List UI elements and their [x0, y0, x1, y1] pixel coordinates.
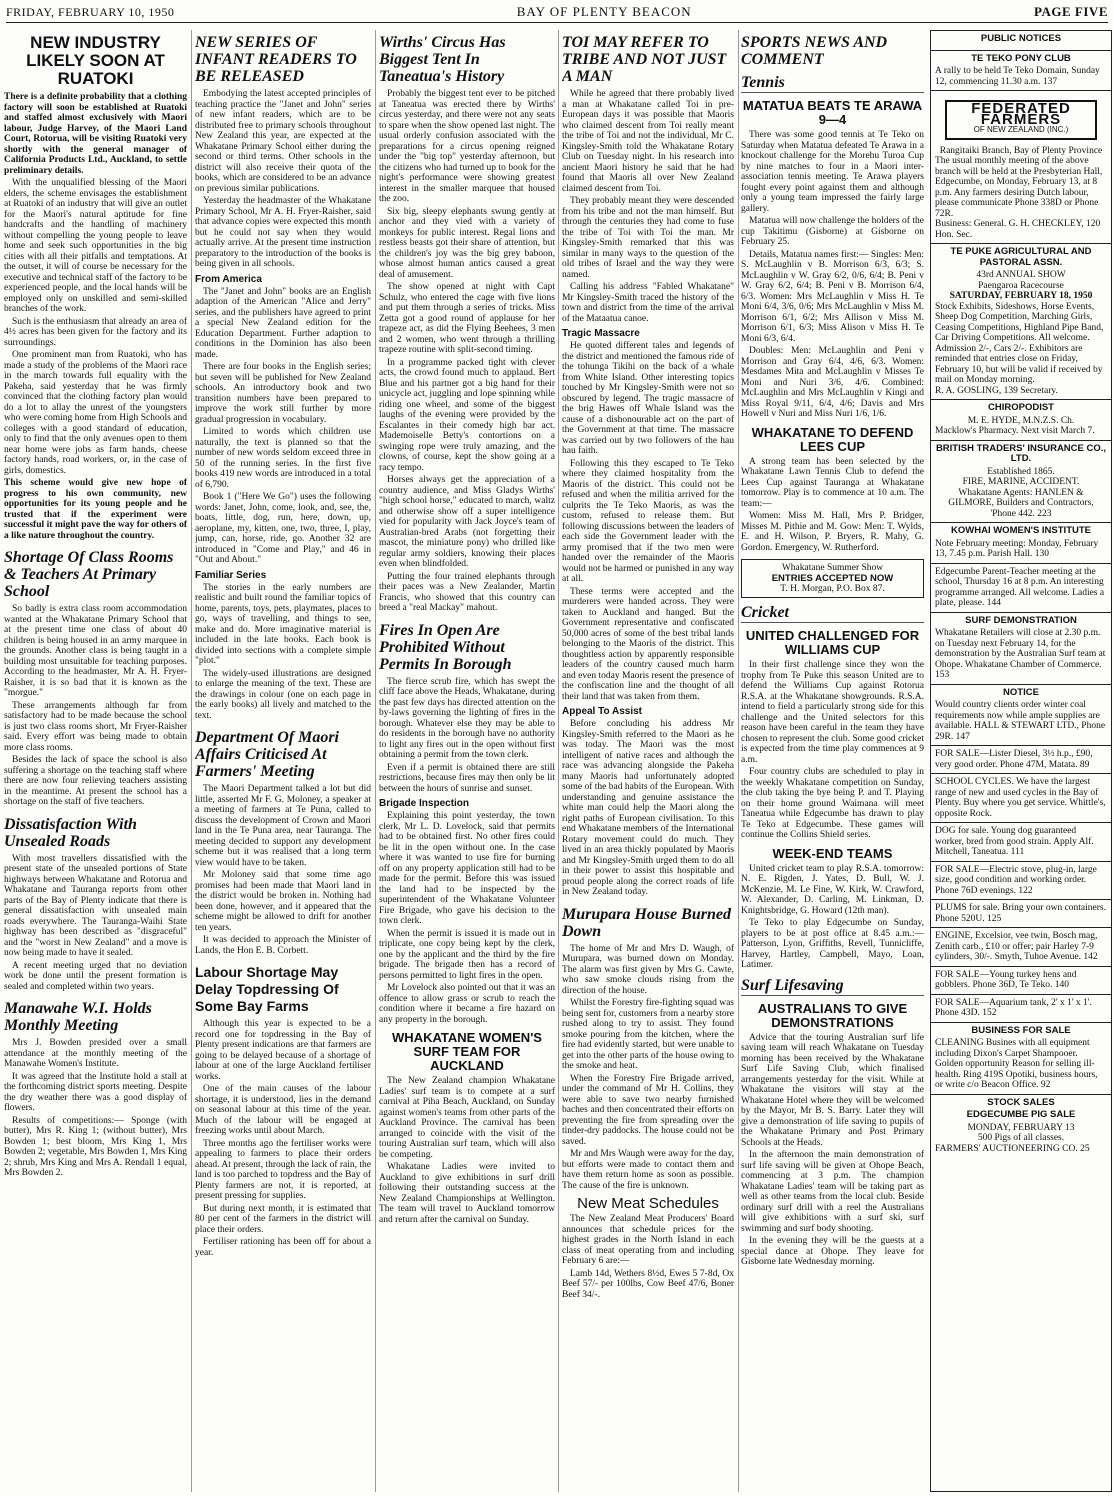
notice-text: Note February meeting: Monday, February 13, 7.45 p.m. Parish Hall. 130: [935, 538, 1099, 559]
article-lede: This scheme would give new hope of progress to his own community, new opportunities for its young people and he trusted that if the experiment were successful it might pave the way for others of a like nature throughout the country.: [4, 478, 187, 541]
headline-toi-tribe: TOI MAY REFER TO TRIBE AND NOT JUST A MAN: [562, 34, 727, 85]
notice-text: The usual monthly meeting of the above branch will be held at the Presbyterian Hall, Edgecumbe, on Monday, February 13, at 8 p.m. Any farmers desiring Dutch labour, please communicate Phone 338D or Phone 72R.: [935, 156, 1103, 219]
subheading: From America: [195, 273, 262, 285]
subheading: Tragic Massacre: [562, 328, 640, 339]
ad-text: FOR SALE—Lister Diesel, 3½ h.p., £90, very good order. Phone 47M, Matata. 89: [935, 749, 1093, 770]
article-paragraph: Embodying the latest accepted principles of teaching practice the "Janet and John" series of new infant readers, which are to be distributed free to primary schools throughout New Zealand this year, are expected at the Whakatane Primary School either during the second or third terms. Other schools in the district will also receive their quota of the books, which are considered to be an advance on previous similar publications.: [195, 89, 371, 194]
notice-text: A rally to be held Te Teko Domain, Sunday 12, commencing 11.30 a.m. 137: [935, 66, 1100, 87]
notice-text: R. A. GOSLING, 139 Secretary.: [935, 385, 1058, 396]
notice-pony-club: [931, 51, 1111, 92]
headline-infant-readers: NEW SERIES OF INFANT READERS TO BE RELEASED: [195, 34, 357, 85]
article-paragraph: Such is the enthusiasm that already an area of 4½ acres has been given for the factory and its surroundings.: [4, 316, 187, 348]
notice-text: Stock Exhibits, Sideshows, Horse Events, Sheep Dog Competition, Marching Girls, Ceasing Competitions, Highland Pipe Band, Car Driving Competitions. All welcome.: [935, 301, 1104, 343]
notice-heading: NOTICE: [1003, 686, 1039, 698]
article-paragraph: In their first challenge since they won the trophy from Te Puke this season United are to defend the Williams Cup against Rotorua R.S.A. at the Whakatane showgrounds. R.S.A. intend to field a particularly strong side for this challenge and the United selectors for this reason have been careful in the team they have chosen to represent the club. Some good cricket is expected from the time play commences at 9 a.m.: [741, 660, 924, 765]
article-paragraph: These terms were accepted and the murderers were handed across. They were taken to Auckland and hanged. But the Government representative and confiscated 50,000 acres of some of the best tribal lands belonging to the Maoris of the district. This thoughtless action by apparently responsible leaders of the country caused much harm and even today Maoris resent the presence of the confiscation line and the thought of all their land that was taken from them.: [562, 586, 734, 702]
headline-lees-cup: WHAKATANE TO DEFEND LEES CUP: [751, 424, 914, 454]
article-paragraph: Calling his address "Fabled Whakatane" Mr Kingsley-Smith traced the history of the town and district from the time of the arrival of the Mataatua canoe.: [562, 282, 734, 324]
stock-sales: [931, 1095, 1111, 1158]
article-paragraph: It was agreed that the Institute hold a stall at the forthcoming district sports meeting. Despite the dry weather there was a good display of flowers.: [4, 1071, 187, 1113]
page-number: PAGE FIVE: [1034, 4, 1108, 19]
article-paragraph: But during next month, it is estimated that 80 per cent of the farmers in the district will place their orders.: [195, 1203, 371, 1235]
headline-manawahe-wi: Manawahe W.I. Holds Monthly Meeting: [4, 1000, 152, 1034]
article-paragraph: Lamb 14d, Wethers 8½d, Ewes 5 7-8d, Ox Beef 57/- per 100lbs, Cow Beef 47/6, Boner Beef 34/-.: [562, 1268, 734, 1300]
column-1: [4, 30, 187, 1492]
article-paragraph: One of the main causes of the labour shortage, it is understood, lies in the demand on seasonal labour at this time of the year. Much of the labour will be engaged at freezing works until about March.: [195, 1084, 371, 1136]
notice-text: Business: General. G. H. CHECKLEY, 120 Hon. Sec.: [935, 219, 1101, 240]
notice-parent-teacher: [931, 564, 1111, 613]
article-paragraph: These arrangements although far from satisfactory had to be made because the school is just two class rooms short, Mr Fryer-Raisher said. Every effort was being made to obtain more class rooms.: [4, 700, 187, 753]
article-paragraph: With most travellers dissatisfied with the present state of the unsealed portions of State highways between Whakatane and Rotorua and Whakatane and Tauranga reports from other parts of the Bay of Plenty indicate that there is general dissatisfaction with unsealed main roads everywhere. The Tauranga-Waihi State highway has been described as "disgraceful" and the "worst in New Zealand" and a move is now being made to have it sealed.: [4, 853, 187, 958]
article-paragraph: Putting the four trained elephants through their paces was a New Zealander, Martin Francis, who showed that this country can breed a "real Mackay" mahout.: [379, 571, 555, 613]
summer-show-contact: T. H. Morgan, P.O. Box 87.: [780, 584, 885, 594]
notice-text: FARMERS' AUCTIONEERING CO. 25: [935, 1143, 1090, 1154]
federated-farmers-logo: [945, 100, 1097, 140]
article-paragraph: Fertiliser rationing has been off for about a year.: [195, 1237, 371, 1258]
article-paragraph: Besides the lack of space the school is also suffering a shortage on the teaching staff where there are now four relieving teachers assisting in the meantime. At present the school has a shortage on the staff of five teachers.: [4, 755, 187, 807]
article-paragraph: In the evening they will be the guests at a special dance at Ohope. They leave for Gisborne late Wednesday morning.: [741, 1236, 924, 1267]
notice-surf-demonstration: [931, 613, 1111, 685]
classified-ad: [931, 774, 1111, 823]
article-paragraph: Limited to words which children use naturally, the text is planned so that the number of new words seldom exceed three in 50 of the running series. In the first five books 419 new words are introduced in a total of 6,790.: [195, 427, 371, 490]
notice-subheading: EDGECUMBE PIG SALE: [966, 1109, 1076, 1120]
ad-text: CLEANING Busines with all equipment including Dixon's Carpet Shampooer. Golden opportunity Reason for selling ill-health. Ring 419S Opotiki, business hours, or write c/o Beacon Office. 92: [935, 1038, 1098, 1090]
notice-text: Rangitaiki Branch, Bay of Plenty Province: [939, 145, 1103, 156]
notice-text: Established 1865.: [987, 466, 1055, 477]
notice-heading: KOWHAI WOMEN'S INSTITUTE: [951, 525, 1091, 536]
headline-sports-news: SPORTS NEWS AND COMMENT: [741, 34, 888, 68]
article-paragraph: Probably the biggest tent ever to be pitched at Taneatua was erected there by Wirths' circus yesterday, and there were not any seats to spare when the show opened last night. The usual orderly confusion associated with the preparations for a circus opening reigned under the "big top" yesterday afternoon, but the citizens who had turned up to book for the night's performance were showing greatest interest in the smaller marquee that housed the zoo.: [379, 89, 555, 204]
article-paragraph: Results of competitions:— Sponge (with butter), Mrs R. King 1; (without butter), Mrs Bowden 1; best bloom, Mrs King 1, Mrs Bowden 2; vegetable, Mrs Bowden 1, Mrs King 2; shrub, Mrs King and Mrs A. Rendall 1 equal, Mrs Bowden 2.: [4, 1115, 187, 1178]
notice-text: Whakatane Agents: HANLEN & GILMORE, Builders and Contractors, 'Phone 442. 223: [948, 487, 1094, 519]
classified-ad: [931, 823, 1111, 862]
headline-wirths-circus: Wirths' Circus Has Biggest Tent In Taneatua's History: [379, 34, 506, 85]
notice-chiropodist: [931, 400, 1111, 441]
business-for-sale: [931, 1023, 1111, 1095]
notice-text: Edgecumbe Parent-Teacher meeting at the school, Thursday 16 at 8 p.m. An interesting programme arranged. All welcome. Ladies a plate, please. 144: [935, 566, 1105, 608]
article-paragraph: So badly is extra class room accommodation wanted at the Whakatane Primary School that at the present time one class of about 40 children is being housed in an army marquee in the grounds. Another class is being taught in a building most unsuitable for teaching purposes. According to the headmaster, Mr A. H. Fryer-Raisher, it is so bad that it is known as the "morgue.": [4, 604, 187, 698]
article-paragraph: One prominent man from Ruatoki, who has made a study of the problems of the Maori race in the march towards full equality with the Pakeha, said yesterday that he was firmly convinced that the clothing factory plan would do a lot to allay the unrest of the youngsters who were coming home from High Schools and colleges with a good standard of education, only to find that the only avenues open to them near home were jobs as farm hands, cheese factory hands, road workers, or, in the case of girls, domestics.: [4, 350, 187, 476]
notice-text: Whakatane Retailers will close at 2.30 p.m. on Tuesday next February 14, for the demonstration by the Australian Surf team at Ohope. Whakatane Chamber of Commerce. 153: [935, 628, 1106, 680]
article-paragraph: He quoted different tales and legends of the district and mentioned the famous ride of the tohunga Tikihi on the back of a whale from White Island. Other interesting topics touched by Mr Kingsley-Smith were not so obscured by legend. The tragic massacre of the brig Hawes off Whale Island was the cause of a dishonourable act on the part of the Government at that time. The massacre was carried out by two followers of the hau hau faith.: [562, 341, 734, 456]
ad-text: FOR SALE—Aquarium tank, 2' x 1' x 1'. Phone 43D. 152: [935, 997, 1092, 1018]
notice-heading: SURF DEMONSTRATION: [965, 614, 1077, 626]
article-paragraph: Doubles: Men: McLaughlin and Peni v Morrison and Gray 6/4, 4/6, 6/3. Women: Mesdames Mita and McLaughlin v Misses Te Moni and Nuri 3/6, 4/6. Combined: McLaughlin and Mrs McLaughlin v Kingi and Miss Royal 9/11, 6/4, 4/6; Davis and Mrs Howell v Nuri and Miss Nuri 1/6, 1/6.: [741, 346, 924, 419]
article-paragraph: The home of Mr and Mrs D. Waugh, of Murupara, was burned down on Monday. The alarm was first given by Mrs G. Cawte, who saw smoke clouds rising from the direction of the house.: [562, 943, 734, 996]
article-paragraph: Matatua will now challenge the holders of the cup Takitimu (Gisborne) at Gisborne on February 25.: [741, 216, 924, 247]
article-paragraph: It was decided to approach the Minister of Lands, the Hon E. B. Corbett.: [195, 935, 371, 956]
article-paragraph: A recent meeting urged that no deviation work be done until the present formation is sealed and completed within two years.: [4, 960, 187, 992]
article-paragraph: Book 1 ("Here We Go") uses the following words: Janet, John, come, look, and, see, the, boats, little, dog, run, here, down, up, aeroplane, my, kitten, one, two, three, I, play, jump, can, horse, ride, go. Another 32 are introduced in "Come and Play," and 46 in "Out and About.": [195, 492, 371, 565]
summer-show-box: [741, 559, 924, 598]
subheading: Brigade Inspection: [379, 798, 470, 809]
article-paragraph: United cricket team to play R.S.A. tomorrow: N. E. Rigden, J. Yates, D. Bull, W. J. McKenzie, M. Le Fine, W. Kirk, W. Crawford, W. Alexander, D. Carling, M. Linkman, D. Knightsbridge, G. Howard (12th man).: [741, 863, 924, 916]
notice-text: Macklow's Pharmacy. Next visit March 7.: [935, 426, 1095, 436]
article-paragraph: The New Zealand Meat Producers' Board announces that schedule prices for the highest grades in the North Island in each class of meat operating from and including February 6 are:—: [562, 1214, 734, 1266]
article-paragraph: Three months ago the fertiliser works were appealing to farmers to place their orders ahead. At present, through the lack of rain, the land is too parched to topdress and the Bay of Plenty farmers are not, it is reported, at present pressing for supplies.: [195, 1138, 371, 1201]
public-notices-heading: PUBLIC NOTICES: [980, 33, 1062, 44]
headline-australians: AUSTRALIANS TO GIVE DEMONSTRATIONS: [757, 1000, 908, 1030]
article-paragraph: There are four books in the English series; but seven will be published for New Zealand schools. An introductory book and two transition numbers have been prepared to improve the work still further by more gradual progression in vocabulary.: [195, 362, 371, 425]
article-paragraph: They probably meant they were descended from his tribe and not the man himself. But through the centuries they had come to fuse the tribe of Toi with Toi the man. Mr Kingsley-Smith remarked that this was similar in many ways to the question of the old tribes of Israel and the way they were named.: [562, 196, 734, 280]
notice-heading: TE PUKE AGRICULTURAL AND PASTORAL ASSN.: [950, 246, 1092, 268]
article-paragraph: Explaining this point yesterday, the town clerk, Mr L. D. Lovelock, said that permits had to be obtained first. No other fires could be lit in the open without one. In the case where it was wanted to use fire for burning off on any property application still had to be made for the permit. Before this was issued the land had to be inspected by the superintendent of the Whakatane Volunteer Fire Brigade, who gave his decision to the town clerk.: [379, 811, 555, 926]
notices-header: [931, 31, 1111, 51]
notice-federated-farmers: [931, 91, 1111, 244]
classified-ad: [931, 967, 1111, 995]
ad-text: FOR SALE—Young turkey hens and gobblers. Phone 36D, Te Teko. 140: [935, 969, 1077, 990]
headline-maori-affairs: Department Of Maori Affairs Criticised At Farmers' Meeting: [195, 729, 339, 780]
article-paragraph: Six big, sleepy elephants swung gently at anchor and they vied with a variety of monkeys for public interest. Regal lions and restless beasts got their share of attention, but the children's joy was the big grey baboon, whose almost human antics caused a great deal of amusement.: [379, 206, 555, 280]
logo-subtext: OF NEW ZEALAND (INC.): [973, 125, 1069, 134]
subheading: Familiar Series: [195, 569, 267, 581]
article-paragraph: The widely-used illustrations are designed to enlarge the meaning of the text. These are the drawings in colour (one on each page in the early books) all lively and matched to the text.: [195, 668, 371, 721]
column-2: [195, 30, 371, 1492]
ad-text: FOR SALE—Electric stove, plug-in, large size, good condition and working order. Phone 76D evenings. 122: [935, 864, 1097, 896]
article-paragraph: The stories in the early numbers are realistic and built round the familiar topics of home, parents, toys, pets, playmates, places to go, ways of travelling, and things to see, make and do. More imaginative material is included in the late books. Each book is divided into sections with a complete simple "plot.": [195, 582, 371, 666]
ad-text: SCHOOL CYCLES. We have the largest range of new and used cycles in the Bay of Plenty. Buy where you get service. Whittle's, opposite Rock.: [935, 777, 1106, 819]
article-paragraph: Four country clubs are scheduled to play in the weekly Whakatane competition on Sunday, the club taking the bye being P. and T. Playing on their home ground Waimana will meet Taneatua while Edgecumbe has drawn to play Te Teko at Edgecumbe. These games will continue the Collins Shield series.: [741, 767, 924, 840]
ad-text: PLUMS for sale. Bring your own containers. Phone 520U. 125: [935, 903, 1106, 924]
classified-ad: [931, 900, 1111, 928]
summer-show-entries: ENTRIES ACCEPTED NOW: [771, 573, 894, 584]
masthead: [6, 2, 1108, 23]
notice-te-puke-show: [931, 244, 1111, 400]
article-paragraph: Following this they escaped to Te Teko where they claimed hospitality from the Maoris of the district. This could not be refused and when the militia arrived for the culprits the Te Teko Maoris, as was the custom, refused to release them. But following discussions between the leaders of each side the Government leader with the army promised that if the two men were handed over the remainder of the Maoris would not be harmed or punished in any way at all.: [562, 458, 734, 584]
notice-text: Paengaroa Racecourse: [978, 280, 1064, 291]
column-3: [379, 30, 555, 1492]
article-paragraph: The New Zealand champion Whakatane Ladies' surf team is to compete at a surf carnival at Piha Beach, Auckland, on Sunday against women's teams from other parts of the Auckland Province. The carnival has been arranged to coincide with the visit of the touring Australian surf team, which will also be competing.: [379, 1076, 555, 1160]
article-paragraph: The fierce scrub fire, which has swept the cliff face above the Heads, Whakatane, during the past few days has directed attention on the by-laws governing the lighting of fires in the borough. Whatever else they may be able to do residents in the borough have no authority to light any fires out in the open without first obtaining a permit from the town clerk.: [379, 676, 555, 760]
article-paragraph: Women: Miss M. Hall, Mrs P. Bridger, Misses M. Pithie and M. Gow: Men: T. Wylds, E. and H. Wilson, P. Bryers, R. Mahy, G. Gordon. Emergency, W. Rutherford.: [741, 511, 924, 553]
headline-unsealed-roads: Dissatisfaction With Unsealed Roads: [4, 815, 137, 850]
article-paragraph: A strong team has been selected by the Whakatane Lawn Tennis Club to defend the Lees Cup against Tauranga at Whakatane tomorrow. Play is to commence at 10 a.m. The team:—: [741, 456, 924, 509]
notice-coal: [931, 685, 1111, 747]
notice-date: MONDAY, FEBRUARY 13: [967, 1122, 1075, 1133]
column-4: [562, 30, 734, 1492]
logo-text: FEDERATED FARMERS: [971, 100, 1071, 128]
article-paragraph: Details, Matatua names first:— Singles: Men: S. McLaughlin v B. Morrison 6/3, 6/3; S. McLaughlin v W. Gray 6/2, 0/6, 6/4; B. Peni v W. Gray 6/2, 6/4; B. Peni v B. Morrison 6/4, 6/3. Women: Mrs McLaughlin v Miss H. Te Moni 6/4, 3/6, 0/6; Mrs McLaughlin v Miss M. Morrison 6/1, 6/2; Mrs Allison v Miss M. Morrison 6/1, 6/3; Miss Alison v Miss H. Te Moni 6/3, 6/4.: [741, 249, 924, 344]
ad-text: ENGINE, Excelsior, vee twin, Bosch mag, Zenith carb., £10 or offer; pair Harley 7-9 cylinders, 30/-. Smyth, Tuhoe Avenue. 142: [935, 931, 1098, 962]
headline-labour-shortage: Labour Shortage May Delay Topdressing Of Some Bay Farms: [195, 964, 339, 1014]
article-paragraph: When the permit is issued it is made out in triplicate, one copy being kept by the clerk, one by the applicant and the third by the fire brigade. The brigade then has a record of persons permitted to light fires in the open.: [379, 928, 555, 981]
headline-williams-cup: UNITED CHALLENGED FOR WILLIAMS CUP: [745, 628, 920, 657]
notice-text: 500 Pigs of all classes.: [977, 1133, 1065, 1143]
article-paragraph: Whilst the Forestry fire-fighting squad was being sent for, customers from a nearby store rushed along to try to assist. They found smoke pouring from the kitchen, where the fire had evidently started, but were unable to get into the other parts of the house owing to the smoke and heat.: [562, 998, 734, 1071]
article-paragraph: The show opened at night with Capt Schulz, who entered the cage with five lions and put them through a series of tricks. Miss Zetta got a good round of applause for her trapeze act, as did the Flying Beehees, 3 men and 2 women, who went through a thrilling trapeze routine with split-second timing.: [379, 282, 555, 355]
article-lede: There is a definite probability that a clothing factory will soon be established at Ruatoki and staffed almost exclusively with Maori labour, Judge Harvey, of the Maori Land Court, Rotorua, will be visiting Ruatoki very shortly with the general manager of California Products Ltd., Auckland, to settle preliminary details.: [4, 92, 187, 176]
subheading: Appeal To Assist: [562, 706, 643, 717]
headline-shortage-class-rooms: Shortage Of Class Rooms & Teachers At Primary School: [4, 549, 174, 600]
article-paragraph: Mrs J. Bowden presided over a small attendance at the monthly meeting of the Manawahe Women's Institute.: [4, 1038, 187, 1069]
article-paragraph: With the unqualified blessing of the Maori elders, the scheme envisages the establishment at Ruatoki of an industry that will give an outlet for the Maori's natural aptitude for fine handcrafts and the handling of machinery without compelling the young people to leave home and seek such opportunities in the big cities with all their pitfalls and temptations. At the outset, it will of course be necessary for the executive and technical staff of the factory to be experienced people, and the local hands will be employed only on unskilled and semi-skilled branches of the work.: [4, 178, 187, 314]
headline-matatua: MATATUA BEATS TE ARAWA 9—4: [742, 98, 923, 127]
article-paragraph: In the afternoon the main demonstration of surf life saving will be given at Ohope Beach, commencing at 3 p.m. The champion Whakatane Ladies' team will be taking part as well as other teams from the local club. Beside ordinary surf drill with a reel the Australians will give exhibitions with a surf ski, surf swimming and surf body shooting.: [741, 1150, 924, 1234]
classified-ad: [931, 928, 1111, 967]
article-paragraph: The "Janet and John" books are an English adaption of the American "Alice and Jerry" series, and the publishers have agreed to print a special New Zealand edition for the Education Department. Further adaption to conditions in the Dominion has also been made.: [195, 286, 371, 360]
article-paragraph: Before concluding his address Mr Kingsley-Smith referred to the Maori as he was today. The Maori was the most intelligent of native races and although the race was advancing alongside the Pakeha many Maoris had unfortunately adopted some of the bad habits of the European. With understanding and genuine assistance the white man could help the Maori along the right paths of European civilisation. To this end Whakatane members of the International Rotary movement could do much. They lived in an area thickly populated by Maoris and Mr Kingsley-Smith urged them to do all in their power to assist this hospitable and proud people along the correct roads of life in New Zealand today.: [562, 719, 734, 897]
classified-ad: [931, 995, 1111, 1023]
article-paragraph: The Maori Department talked a lot but did little, asserted Mr F. G. Moloney, a speaker at a meeting of farmers at Te Puna, called to discuss the development of Crown and Maori land in the Te Puna area, near Tauranga. The meeting decided to support any development scheme but it was realised that a long term view would have to be taken.: [195, 784, 371, 868]
headline-fires-prohibited: Fires In Open Are Prohibited Without Permits In Borough: [379, 621, 512, 673]
notice-kowhai-wi: [931, 523, 1111, 564]
notice-british-traders: [931, 441, 1111, 524]
article-paragraph: Mr and Mrs Waugh were away for the day, but efforts were made to contact them and have them return home as soon as possible. The cause of the fire is unknown.: [562, 1149, 734, 1191]
notice-heading: BRITISH TRADERS' INSURANCE CO., LTD.: [935, 442, 1107, 464]
headline-murupara-house: Murupara House Burned Down: [562, 905, 731, 940]
headline-meat-schedules: New Meat Schedules: [577, 1195, 719, 1212]
article-paragraph: There was some good tennis at Te Teko on Saturday when Matatua defeated Te Arawa in a knockout challenge for the Morehu Turoa Cup by nine matches to four in a Maori inter-association tennis meeting. Te Arawa players fought every point against them and although only a young team impressed the fairly large gallery.: [741, 130, 924, 214]
notice-heading: TE TEKO PONY CLUB: [971, 52, 1071, 64]
notice-heading: BUSINESS FOR SALE: [971, 1024, 1071, 1036]
article-paragraph: Although this year is expected to be a record one for topdressing in the Bay of Plenty present indications are that farmers are going to be delayed because of a shortage of labour at one of the large Auckland fertiliser works.: [195, 1019, 371, 1082]
article-paragraph: Te Teko to play Edgecumbe on Sunday, players to be at post office at 8.45 a.m.:—Patterson, Lyon, Griffiths, Revell, Tunnicliffe, Harvey, Hartley, Campbell, Mayo, Loan, Latimer.: [741, 918, 924, 970]
notice-text: 43rd ANNUAL SHOW: [976, 270, 1066, 280]
notice-heading: CHIROPODIST: [988, 402, 1054, 413]
notice-text: M. E. HYDE, M.N.Z.S. Ch.: [967, 415, 1075, 426]
classified-ad: [931, 746, 1111, 774]
notice-date: SATURDAY, FEBRUARY 18, 1950: [949, 291, 1093, 301]
notice-heading: STOCK SALES: [987, 1096, 1055, 1108]
article-paragraph: Horses always get the appreciation of a country audience, and Miss Gladys Wirths' "high school horse," educated to march, waltz and otherwise show off a super intelligence vied for popularity with Jack Joyce's team of Australian-bred Arabs (not forgetting their mascot, the miniature pony) who drilled like regular army soldiers, knowing their places even when blindfolded.: [379, 475, 555, 569]
notice-text: Admission 2/-, Cars 2/-. Exhibitors are reminded that entries close on Friday, February 10, but will be valid if received by mail on Monday morning.: [935, 343, 1103, 385]
headline-womens-surf-team: WHAKATANE WOMEN'S SURF TEAM FOR AUCKLAND: [392, 1030, 542, 1073]
notice-text: FIRE, MARINE, ACCIDENT.: [962, 477, 1080, 487]
section-cricket: Cricket: [741, 604, 924, 623]
public-notices-column: [930, 30, 1112, 1492]
section-tennis: Tennis: [741, 74, 924, 93]
headline-weekend-teams: WEEK-END TEAMS: [772, 845, 893, 861]
headline-new-industry: NEW INDUSTRY LIKELY SOON AT RUATOKI: [26, 33, 165, 88]
article-paragraph: In a programme packed tight with clever acts, the crowd found much to applaud. Bert Blue and his partner got a big hand for their unicycle act, juggling and lope spinning while riding one wheel, and some of the biggest laughs of the evening were provided by the Escalantes in their comedy high bar act. Mademoiselle Betty's contortions on a swinging rope were truly amazing, and the clowns, of course, kept the show going at a racy tempo.: [379, 357, 555, 473]
article-paragraph: Yesterday the headmaster of the Whakatane Primary School, Mr A. H. Fryer-Raisher, said that advance copies were expected this month but he could not say when they would actually arrive. At the present time instruction preparatory to the introduction of the books is being given in all schools.: [195, 196, 371, 269]
summer-show-title: Whakatane Summer Show: [781, 563, 884, 573]
article-paragraph: Mr Moloney said that some time ago promises had been made that Maori land in the district would be broken in. Nothing had been done, however, and it appeared that the scheme might be allowed to drift for another ten years.: [195, 870, 371, 933]
classified-ad: [931, 862, 1111, 901]
article-paragraph: Mr Lovelock also pointed out that it was an offence to allow grass or scrub to reach the condition where it became a fire hazard on any property in the borough.: [379, 983, 555, 1025]
article-paragraph: While he agreed that there probably lived a man at Whakatane called Toi in pre-European days it was possible that Maoris who claimed descent from Toi really meant the tribe of Toi and not the individual, Mr C. Kingsley-Smith told the Whakatane Rotary Club on Tuesday night. In his research into ancient Maori history he said that he had found that Maoris all over New Zealand claimed descent from Toi.: [562, 89, 734, 194]
notice-text: Would country clients order winter coal requirements now while ample supplies are available. HALL & STEWART LTD., Phone 29R. 147: [935, 700, 1106, 742]
article-paragraph: Even if a permit is obtained there are still restrictions, because fires may then only be lit between the hours of sunrise and sunset.: [379, 762, 555, 794]
issue-date: FRIDAY, FEBRUARY 10, 1950: [6, 4, 175, 19]
article-paragraph: Advice that the touring Australian surf life saving team will reach Whakatane on Tuesday morning has been received by the Whakatane Surf Life Saving Club, which finalised arrangements yesterday for the visit. While at Whakatane the visitors will stay at the Whakatane Hotel where they will be welcomed by the Mayor, Mr B. S. Barry. Later they will give a demonstration of life saving to pupils of the Whakatane Primary and Post Primary Schools at the Heads.: [741, 1032, 924, 1148]
section-surf-lifesaving: Surf Lifesaving: [741, 977, 924, 996]
ad-text: DOG for sale. Young dog guaranteed worker, bred from good strain. Apply Alf. Mitchell, Taneatua. 111: [935, 826, 1094, 857]
column-5: [741, 30, 924, 1492]
newspaper-title: BAY OF PLENTY BEACON: [516, 4, 692, 19]
article-paragraph: When the Forestry Fire Brigade arrived, under the command of Mr H. Collins, they were able to save two nearby furnished baches and then concentrated their efforts on preventing the fire from spreading over the tinder-dry paddocks. The house could not be saved.: [562, 1073, 734, 1147]
article-paragraph: Whakatane Ladies were invited to Auckland to give exhibitions in surf drill following their outstanding success at the New Zealand Championships at Wellington. The team will travel to Auckland tomorrow and return after the carnival on Sunday.: [379, 1162, 555, 1225]
